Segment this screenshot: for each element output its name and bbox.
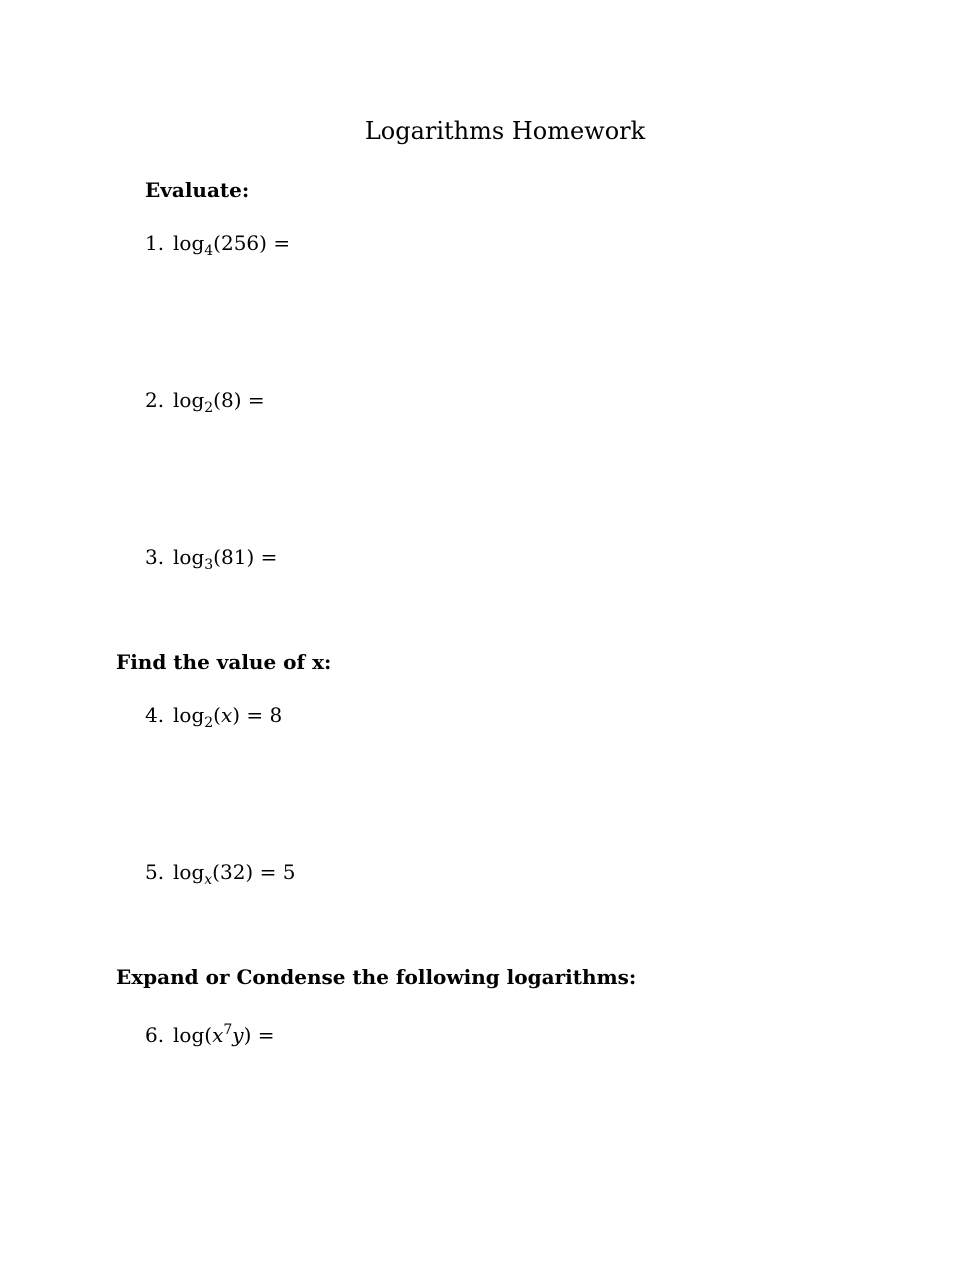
problem-number: 2. <box>145 388 165 412</box>
problem-number: 5. <box>145 860 165 884</box>
log-argument: x <box>220 703 233 727</box>
problem-1 <box>145 229 290 265</box>
problem-expression: $\log_x(32) = 5$ <box>173 860 296 888</box>
problem-expression: $\log(x^7y)$ = <box>173 1022 275 1047</box>
log-argument: 8 <box>220 388 234 412</box>
problem-number: 6. <box>145 1023 165 1047</box>
section-heading-evaluate: Evaluate: <box>145 178 250 202</box>
problem-5 <box>145 858 295 894</box>
problem-expression: $\log_4(256)$ = <box>173 231 291 259</box>
log-base: 3 <box>204 557 214 573</box>
log-argument: 32 <box>219 860 246 884</box>
problem-6 <box>145 1016 275 1049</box>
problem-3 <box>145 543 277 579</box>
page-title: Logarithms Homework <box>364 117 646 145</box>
problem-expression: $\log_2(x) = 8$ <box>173 703 283 731</box>
section-heading-expand: Expand or Condense the following logarithms: <box>116 965 637 989</box>
problem-4 <box>145 701 282 737</box>
log-argument: 256 <box>220 231 260 255</box>
problem-number: 4. <box>145 703 165 727</box>
section-heading-find-x: Find the value of x: <box>116 650 332 674</box>
problem-number: 3. <box>145 545 165 569</box>
log-argument-x: x <box>212 1023 224 1047</box>
log-base: 2 <box>204 400 214 416</box>
problem-expression: $\log_2(8)$ = <box>173 388 265 416</box>
log-argument-y: y <box>232 1023 244 1047</box>
problem-number: 1. <box>145 231 165 255</box>
log-base: 4 <box>204 243 214 259</box>
problem-expression: $\log_3(81)$ = <box>173 545 278 573</box>
log-base: x <box>204 872 213 888</box>
exponent: 7 <box>223 1022 233 1038</box>
log-base: 2 <box>204 715 214 731</box>
log-argument: 81 <box>220 545 247 569</box>
problem-2 <box>145 386 265 422</box>
